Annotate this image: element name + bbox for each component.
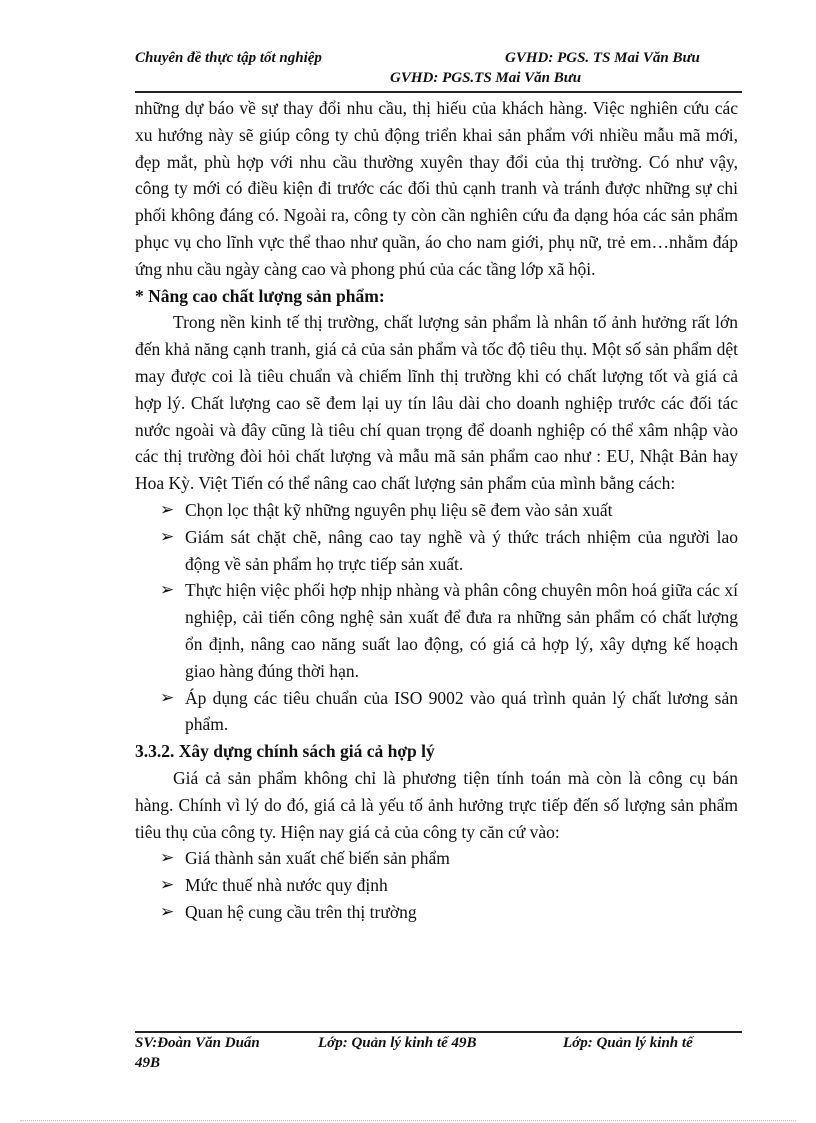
paragraph-1: những dự báo về sự thay đổi nhu cầu, thị hiếu của khách hàng. Việc nghiên cứu các xu hướng này sẽ giúp công ty chủ động triển khai sản phẩm với nhiều mẫu mã mới, đẹp mắt, phù hợp với nhu cầu thường xuyên thay đổi của thị trường. Có như vậy, công ty mới có điều kiện đi trước các đối thủ cạnh tranh và tránh được những sự chi phối không đáng có. Ngoài ra, công ty còn cần nghiên cứu đa dạng hóa các sản phẩm phục vụ cho lĩnh vực thể thao như quần, áo cho nam giới, phụ nữ, trẻ em…nhằm đáp ứng nhu cầu ngày càng cao và phong phú của các tầng lớp xã hội. bbox=[135, 98, 738, 279]
section-heading-pricing: 3.3.2. Xây dựng chính sách giá cả hợp lý bbox=[135, 741, 435, 762]
list-item: ➢ Giám sát chặt chẽ, nâng cao tay nghề và ý thức trách nhiệm của người lao động về sản phẩm họ trực tiếp sản xuất. bbox=[135, 524, 738, 578]
footer-class: Lớp: Quản lý kinh tế 49B bbox=[318, 1035, 477, 1051]
page-body bbox=[135, 95, 738, 926]
page-edge-divider bbox=[20, 1120, 796, 1121]
footer-student: SV:Đoàn Văn Duẩn bbox=[135, 1035, 260, 1051]
footer-class-continuation: 49B bbox=[135, 1055, 161, 1071]
arrow-bullet-icon: ➢ bbox=[160, 580, 175, 600]
arrow-bullet-icon: ➢ bbox=[160, 901, 175, 921]
header-advisor-repeat: GVHD: PGS.TS Mai Văn Bưu bbox=[390, 70, 582, 86]
list-item: ➢ Quan hệ cung cầu trên thị trường bbox=[135, 899, 738, 926]
footer-rule bbox=[135, 1031, 742, 1033]
arrow-bullet-icon: ➢ bbox=[160, 848, 175, 868]
footer-class-repeat: Lớp: Quản lý kinh tế bbox=[563, 1035, 693, 1051]
pricing-basis-list bbox=[135, 845, 738, 925]
arrow-bullet-icon: ➢ bbox=[160, 499, 175, 519]
arrow-bullet-icon: ➢ bbox=[160, 526, 175, 546]
paragraph-2: Trong nền kinh tế thị trường, chất lượng sản phẩm là nhân tố ảnh hưởng rất lớn đến khả năng cạnh tranh, giá cả của sản phẩm và tốc độ tiêu thụ. Một số sản phẩm dệt may được coi là tiêu chuẩn và chiếm lĩnh thị trường khi có chất lượng tốt và giá cả hợp lý. Chất lượng cao sẽ đem lại uy tín lâu dài cho doanh nghiệp trước các đối tác nước ngoài và đây cũng là tiêu chí quan trọng để doanh nghiệp có thể xâm nhập vào các thị trường đòi hỏi chất lượng và mẫu mã sản phẩm cao như : EU, Nhật Bản hay Hoa Kỳ. Việt Tiến có thể nâng cao chất lượng sản phẩm của mình bằng cách: bbox=[135, 312, 738, 494]
paragraph-3: Giá cả sản phẩm không chỉ là phương tiện tính toán mà còn là công cụ bán hàng. Chính vì lý do đó, giá cả là yếu tố ảnh hưởng trực tiếp đến số lượng sản phẩm tiêu thụ của công ty. Hiện nay giá cả của công ty căn cứ vào: bbox=[135, 767, 738, 842]
arrow-bullet-icon: ➢ bbox=[160, 687, 175, 707]
quality-measures-list bbox=[135, 497, 738, 738]
header-rule bbox=[135, 91, 742, 93]
header-advisor: GVHD: PGS. TS Mai Văn Bưu bbox=[505, 50, 700, 66]
list-item: ➢ Mức thuế nhà nước quy định bbox=[135, 872, 738, 899]
list-item: ➢ Thực hiện việc phối hợp nhịp nhàng và phân công chuyên môn hoá giữa các xí nghiệp, cải tiến công nghệ sản xuất để đưa ra những sản phẩm có chất lượng ổn định, nâng cao năng suất lao động, có giá cả hợp lý, xây dựng kế hoạch giao hàng đúng thời hạn. bbox=[135, 577, 738, 684]
section-heading-quality: * Nâng cao chất lượng sản phẩm: bbox=[135, 285, 385, 306]
list-item: ➢ Chọn lọc thật kỹ những nguyên phụ liệu sẽ đem vào sản xuất bbox=[135, 497, 738, 524]
list-item: ➢ Giá thành sản xuất chế biến sản phẩm bbox=[135, 845, 738, 872]
arrow-bullet-icon: ➢ bbox=[160, 875, 175, 895]
list-item: ➢ Áp dụng các tiêu chuẩn của ISO 9002 vào quá trình quản lý chất lương sản phẩm. bbox=[135, 685, 738, 739]
header-title: Chuyên đề thực tập tốt nghiệp bbox=[135, 50, 322, 66]
